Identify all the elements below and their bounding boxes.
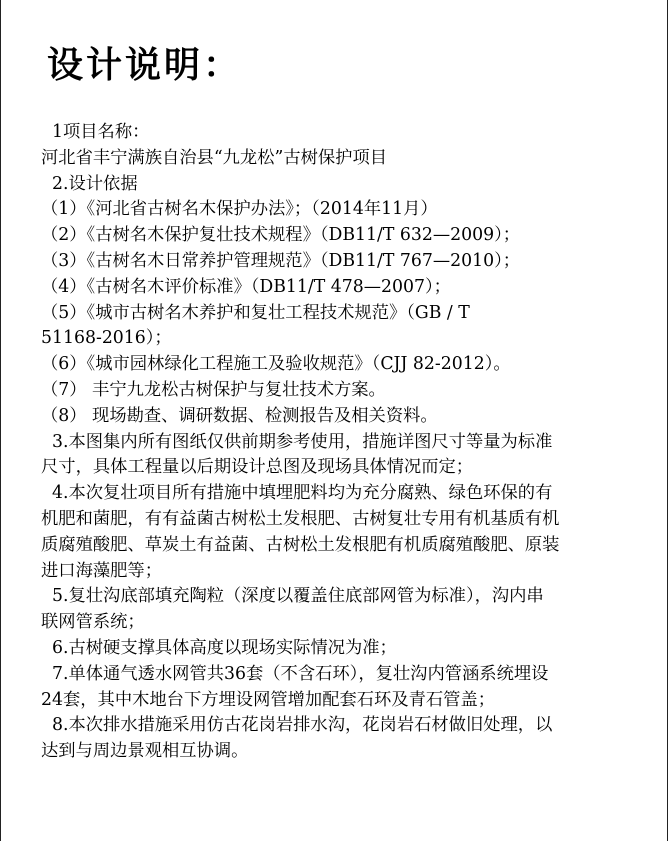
text-line: 达到与周边景观相互协调。 <box>41 741 249 762</box>
text-line: 8.本次排水措施采用仿古花岗岩排水沟，花岗岩石材做旧处理，以 <box>41 715 553 736</box>
text-line: 质腐殖酸肥、草炭土有益菌、古树松土发根肥有机质腐殖酸肥、原装 <box>41 534 560 555</box>
text-line: 2.设计依据 <box>41 173 138 194</box>
text-line: 联网管系统； <box>41 612 145 633</box>
text-line: 4.本次复壮项目所有措施中填埋肥料均为充分腐熟、绿色环保的有 <box>41 483 553 504</box>
text-line: （3）《古树名木日常养护管理规范》（DB11/T 767—2010）； <box>41 250 521 271</box>
text-line: 51168-2016）； <box>41 328 172 349</box>
text-line: 3.本图集内所有图纸仅供前期参考使用，措施详图尺寸等量为标准 <box>41 431 553 452</box>
text-line: （6）《城市园林绿化工程施工及验收规范》（CJJ 82-2012）。 <box>41 354 511 375</box>
text-line: 机肥和菌肥，有有益菌古树松土发根肥、古树复壮专用有机基质有机 <box>41 508 560 529</box>
text-line: （8） 现场勘查、调研数据、检测报告及相关资料。 <box>41 405 438 426</box>
text-line: 1项目名称： <box>41 122 150 142</box>
text-line: 6.古树硬支撑具体高度以现场实际情况为准； <box>41 637 397 658</box>
text-line: 7.单体通气透水网管共36套（不含石环），复壮沟内管涵系统埋设 <box>41 663 549 684</box>
text-line: （5）《城市古树名木养护和复壮工程技术规范》（GB / T <box>41 302 470 323</box>
text-line: 5.复壮沟底部填充陶粒（深度以覆盖住底部网管为标准），沟内串 <box>41 586 544 607</box>
text-line: （1）《河北省古树名木保护办法》；（2014年11月） <box>41 199 438 220</box>
document-title: 设计说明： <box>47 45 243 86</box>
text-line: （7） 丰宁九龙松古树保护与复壮技术方案。 <box>41 379 386 400</box>
text-line: 尺寸，具体工程量以后期设计总图及现场具体情况而定； <box>41 457 474 478</box>
text-line: 进口海藻肥等； <box>41 560 162 581</box>
text-line: 河北省丰宁满族自治县“九龙松”古树保护项目 <box>41 147 388 168</box>
design-notes-body <box>41 120 665 765</box>
text-line: 24套，其中木地台下方埋设网管增加配套石环及青石管盖； <box>41 689 496 710</box>
text-line: （4）《古树名木评价标准》（DB11/T 478—2007）； <box>41 276 451 297</box>
text-line: （2）《古树名木保护复壮技术规程》（DB11/T 632—2009）； <box>41 225 521 246</box>
